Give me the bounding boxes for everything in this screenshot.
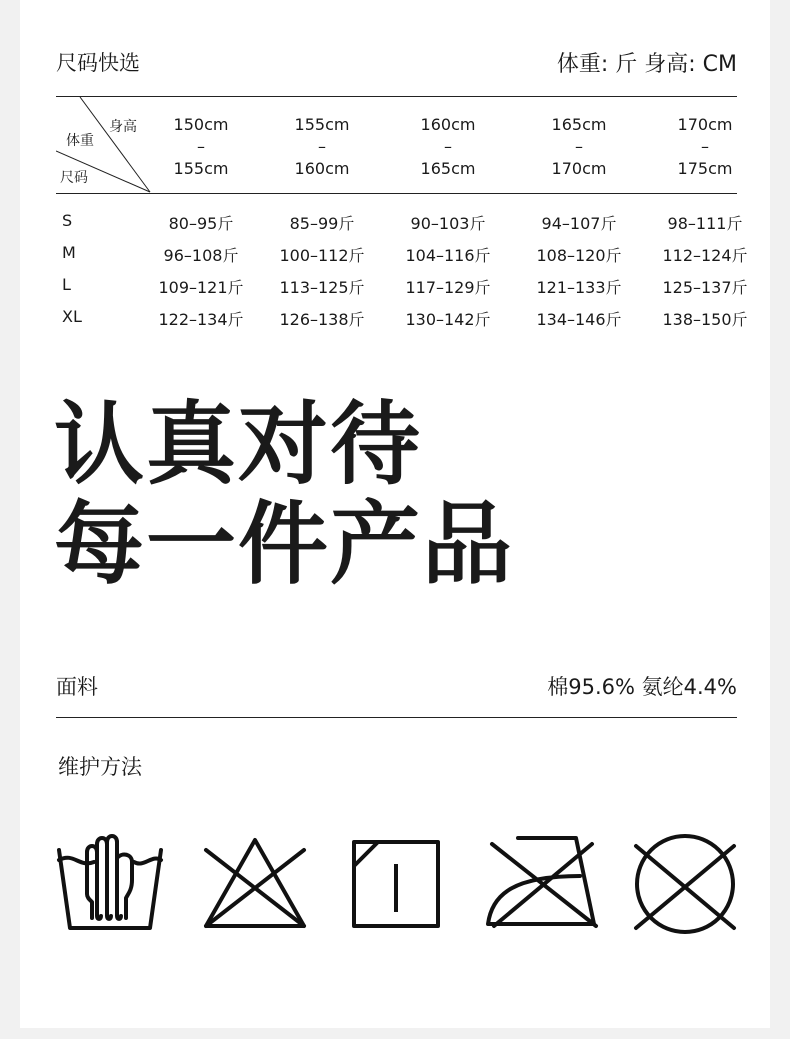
height-to: 175cm (677, 159, 733, 178)
height-to: 160cm (294, 159, 350, 178)
care-section-title: 维护方法 (58, 755, 142, 779)
height-dash: – (575, 137, 583, 156)
height-dash: – (701, 137, 709, 156)
do-not-dry-clean-icon (632, 832, 738, 938)
header-height-label: 身高 (109, 119, 137, 135)
table-cell: 104–116斤 (405, 246, 491, 265)
table-cell: 80–95斤 (168, 214, 234, 233)
size-label-m: M (62, 243, 76, 262)
table-header-rule (56, 193, 737, 194)
fabric-label: 面料 (56, 675, 98, 699)
tumble-dry-icon (350, 832, 442, 932)
product-info-card (20, 0, 770, 1028)
table-top-rule (56, 96, 737, 97)
table-cell: 109–121斤 (158, 278, 244, 297)
table-cell: 85–99斤 (289, 214, 355, 233)
height-column-header (267, 114, 377, 180)
do-not-bleach-icon (200, 832, 310, 932)
size-label-s: S (62, 211, 73, 230)
table-cell: 121–133斤 (536, 278, 622, 297)
height-to: 170cm (551, 159, 607, 178)
table-cell: 112–124斤 (662, 246, 748, 265)
height-column-header (146, 114, 256, 180)
table-cell: 125–137斤 (662, 278, 748, 297)
height-dash: – (197, 137, 205, 156)
table-cell: 130–142斤 (405, 310, 491, 329)
table-cell: 96–108斤 (163, 246, 239, 265)
size-label-xl: XL (62, 307, 82, 326)
table-cell: 108–120斤 (536, 246, 622, 265)
table-cell: 122–134斤 (158, 310, 244, 329)
table-cell: 98–111斤 (667, 214, 743, 233)
table-cell: 126–138斤 (279, 310, 365, 329)
hand-wash-icon (54, 832, 164, 932)
height-to: 165cm (420, 159, 476, 178)
table-cell: 94–107斤 (541, 214, 617, 233)
height-from: 170cm (677, 115, 733, 134)
height-from: 155cm (294, 115, 350, 134)
header-size-label: 尺码 (60, 170, 88, 186)
table-cell: 90–103斤 (410, 214, 486, 233)
fabric-composition: 棉95.6% 氨纶4.4% (547, 675, 737, 699)
height-column-header (393, 114, 503, 180)
height-from: 165cm (551, 115, 607, 134)
units-legend: 体重: 斤 身高: CM (556, 52, 737, 77)
slogan-line-1: 认真对待 (54, 392, 422, 497)
height-to: 155cm (173, 159, 229, 178)
height-column-header (650, 114, 760, 180)
fabric-rule (56, 717, 737, 718)
table-cell: 113–125斤 (279, 278, 365, 297)
height-column-header (524, 114, 634, 180)
size-label-l: L (62, 275, 71, 294)
slogan-line-2: 每一件产品 (54, 492, 514, 597)
table-cell: 100–112斤 (279, 246, 365, 265)
header-weight-label: 体重 (66, 133, 94, 149)
table-cell: 134–146斤 (536, 310, 622, 329)
height-dash: – (318, 137, 326, 156)
table-cell: 117–129斤 (405, 278, 491, 297)
height-dash: – (444, 137, 452, 156)
do-not-iron-icon (484, 832, 602, 932)
table-cell: 138–150斤 (662, 310, 748, 329)
height-from: 150cm (173, 115, 229, 134)
height-from: 160cm (420, 115, 476, 134)
size-section-title: 尺码快选 (56, 51, 140, 75)
